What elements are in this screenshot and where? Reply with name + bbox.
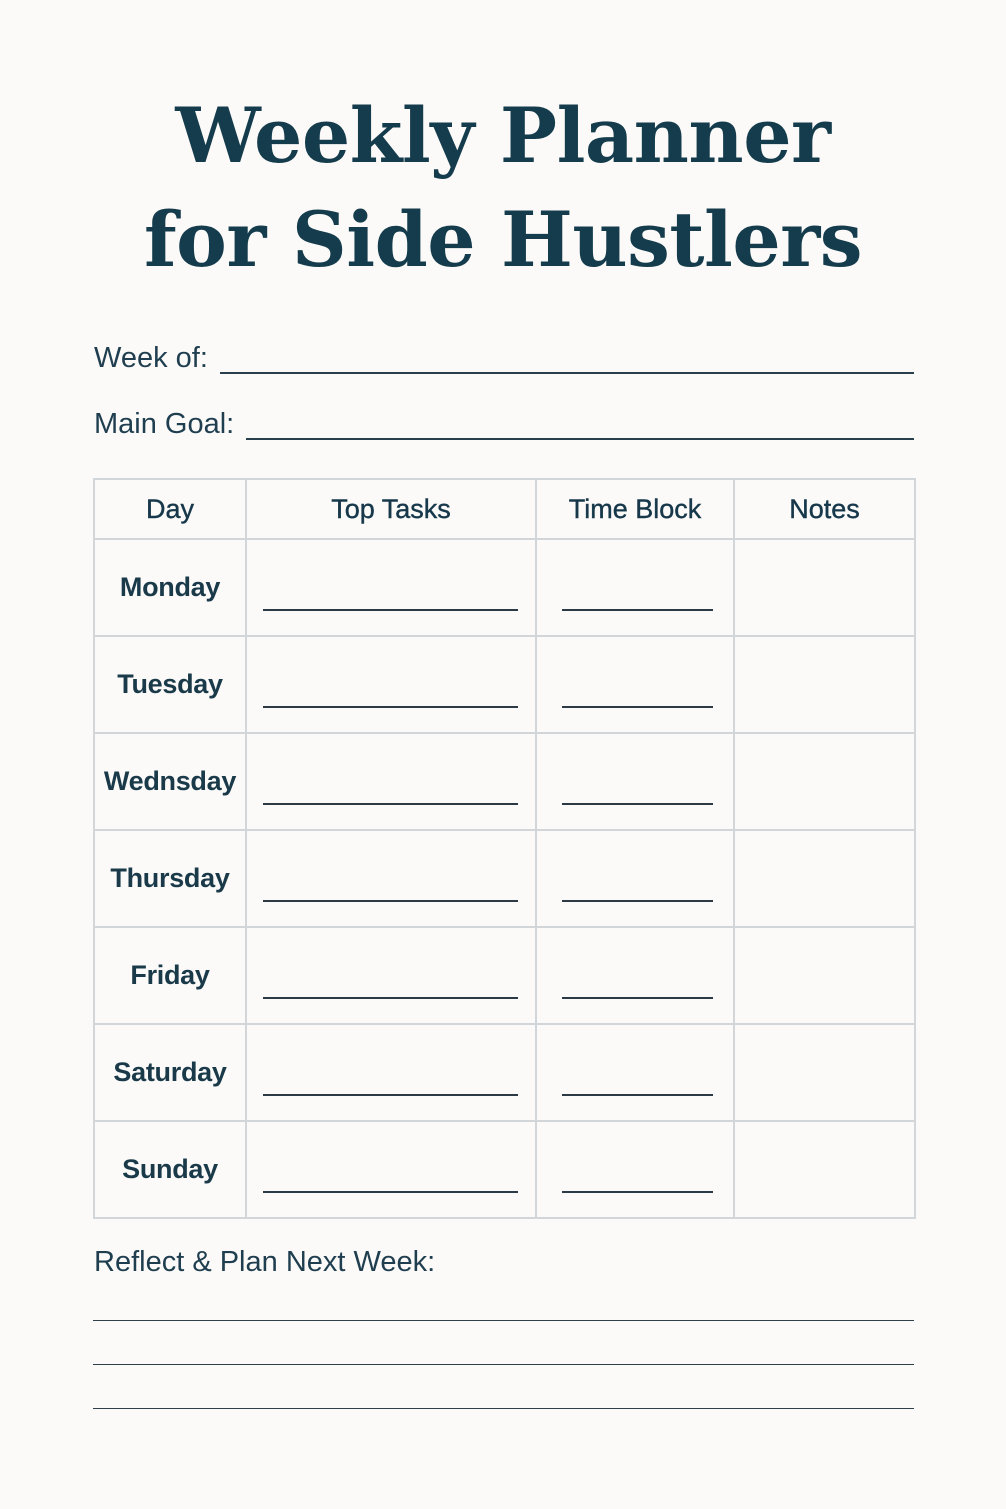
table-row [94, 927, 915, 1024]
day-cell: Tuesday [94, 636, 246, 733]
table-header-row [94, 479, 915, 539]
tasks-cell[interactable] [246, 539, 536, 636]
time-block-cell[interactable] [536, 539, 734, 636]
weekly-table [93, 478, 916, 1219]
tasks-cell[interactable] [246, 733, 536, 830]
notes-cell[interactable] [734, 830, 915, 927]
header-top-tasks: Top Tasks [246, 479, 536, 539]
tasks-line[interactable] [263, 1191, 518, 1193]
time-block-cell[interactable] [536, 1121, 734, 1218]
notes-cell[interactable] [734, 636, 915, 733]
main-goal-field[interactable] [94, 402, 914, 442]
header-day: Day [94, 479, 246, 539]
time-block-cell[interactable] [536, 636, 734, 733]
time-block-line[interactable] [562, 803, 713, 805]
tasks-cell[interactable] [246, 636, 536, 733]
tasks-line[interactable] [263, 803, 518, 805]
main-goal-line[interactable] [246, 438, 914, 440]
main-goal-label: Main Goal: [94, 408, 235, 440]
reflect-line-1[interactable] [93, 1320, 914, 1321]
time-block-line[interactable] [562, 1191, 713, 1193]
week-of-line[interactable] [220, 372, 914, 374]
tasks-cell[interactable] [246, 1121, 536, 1218]
reflect-label: Reflect & Plan Next Week: [94, 1246, 436, 1278]
time-block-cell[interactable] [536, 1024, 734, 1121]
tasks-line[interactable] [263, 609, 518, 611]
tasks-cell[interactable] [246, 1024, 536, 1121]
table-row [94, 1121, 915, 1218]
header-notes: Notes [734, 479, 915, 539]
tasks-line[interactable] [263, 997, 518, 999]
time-block-line[interactable] [562, 900, 713, 902]
tasks-cell[interactable] [246, 830, 536, 927]
tasks-line[interactable] [263, 900, 518, 902]
time-block-line[interactable] [562, 1094, 713, 1096]
day-cell: Saturday [94, 1024, 246, 1121]
header-time-block: Time Block [536, 479, 734, 539]
table-row [94, 539, 915, 636]
tasks-line[interactable] [263, 706, 518, 708]
tasks-cell[interactable] [246, 927, 536, 1024]
time-block-cell[interactable] [536, 733, 734, 830]
week-of-label: Week of: [94, 342, 208, 374]
notes-cell[interactable] [734, 1121, 915, 1218]
title-line-1: Weekly Planner [175, 91, 831, 180]
tasks-line[interactable] [263, 1094, 518, 1096]
reflect-line-2[interactable] [93, 1364, 914, 1365]
day-cell: Thursday [94, 830, 246, 927]
table-row [94, 1024, 915, 1121]
week-of-field[interactable] [94, 336, 914, 376]
day-cell: Monday [94, 539, 246, 636]
notes-cell[interactable] [734, 539, 915, 636]
time-block-line[interactable] [562, 609, 713, 611]
time-block-line[interactable] [562, 997, 713, 999]
notes-cell[interactable] [734, 927, 915, 1024]
title-line-2: for Side Hustlers [143, 195, 863, 284]
notes-cell[interactable] [734, 1024, 915, 1121]
day-cell: Wednsday [94, 733, 246, 830]
table-row [94, 636, 915, 733]
table-row [94, 830, 915, 927]
reflect-line-3[interactable] [93, 1408, 914, 1409]
notes-cell[interactable] [734, 733, 915, 830]
page-title [0, 84, 1006, 292]
day-cell: Friday [94, 927, 246, 1024]
time-block-line[interactable] [562, 706, 713, 708]
time-block-cell[interactable] [536, 830, 734, 927]
table-row [94, 733, 915, 830]
day-cell: Sunday [94, 1121, 246, 1218]
time-block-cell[interactable] [536, 927, 734, 1024]
